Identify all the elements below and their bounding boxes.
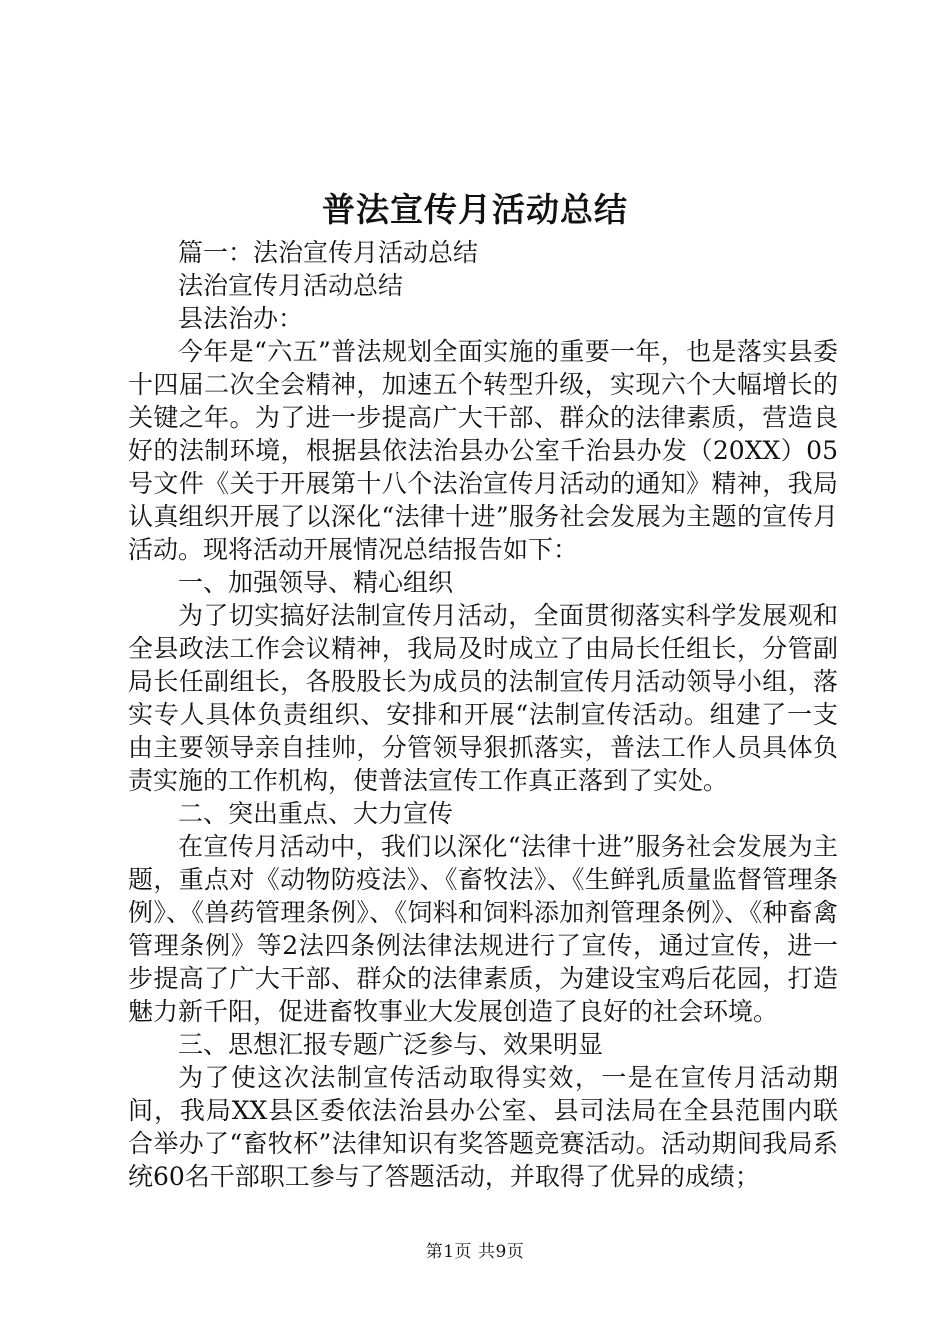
section-label: 篇一：法治宣传月活动总结	[178, 238, 479, 267]
page-footer: 第1页 共9页	[425, 1242, 525, 1262]
addressee: 县法治办：	[178, 304, 304, 333]
document-title: 普法宣传月活动总结	[322, 190, 628, 229]
intro-paragraph: 今年是“六五”普法规划全面实施的重要一年，也是落实县委十四届二次全会精神，加速五个转型升级，实现六个大幅增长的关键之年。为了进一步提高广大干部、群众的法律素质，营造良好的法制环境，根据县依法治县办公室千治县办发（20XX）05号文件《关于开展第十八个法治宣传月活动的通知》精神，我局认真组织开展了以深化“法律十进”服务社会发展为主题的宣传月活动。现将活动开展情况总结报告如下：	[128, 337, 838, 564]
section-heading-2: 二、突出重点、大力宣传	[178, 799, 454, 828]
subtitle: 法治宣传月活动总结	[178, 271, 404, 300]
section-heading-3: 三、思想汇报专题广泛参与、效果明显	[178, 1030, 604, 1059]
section-paragraph-2: 在宣传月活动中，我们以深化“法律十进”服务社会发展为主题，重点对《动物防疫法》、《畜牧法》、《生鲜乳质量监督管理条例》、《兽药管理条例》、《饲料和饲料添加剂管理条例》、《种畜禽管理条例》等2法四条例法律法规进行了宣传，通过宣传，进一步提高了广大干部、群众的法律素质，为建设宝鸡后花园，打造魅力新千阳，促进畜牧事业大发展创造了良好的社会环境。	[128, 832, 838, 1026]
section-heading-1: 一、加强领导、精心组织	[178, 568, 454, 597]
section-paragraph-3: 为了使这次法制宣传活动取得实效，一是在宣传月活动期间，我局XX县区委依法治县办公室、县司法局在全县范围内联合举办了“畜牧杯”法律知识有奖答题竞赛活动。活动期间我局系统60名干部职工参与了答题活动，并取得了优异的成绩；	[128, 1063, 838, 1191]
section-paragraph-1: 为了切实搞好法制宣传月活动，全面贯彻落实科学发展观和全县政法工作会议精神，我局及时成立了由局长任组长，分管副局长任副组长，各股股长为成员的法制宣传月活动领导小组，落实专人具体负责组织、安排和开展“法制宣传活动。组建了一支由主要领导亲自挂帅，分管领导狠抓落实，普法工作人员具体负责实施的工作机构，使普法宣传工作真正落到了实处。	[128, 601, 838, 795]
document-body	[128, 236, 838, 1193]
